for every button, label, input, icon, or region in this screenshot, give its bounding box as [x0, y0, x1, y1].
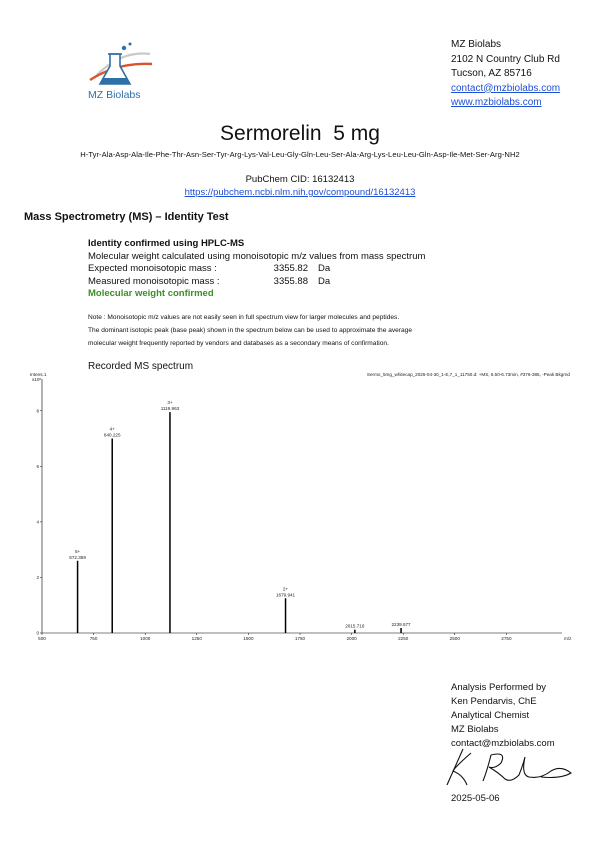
peak-mz-label: 2239.577 — [391, 622, 411, 627]
flask-logo-icon — [80, 40, 160, 90]
note-line: molecular weight frequently reported by vendors and databases as a secondary means of confirmation. — [88, 340, 389, 347]
results-description: Molecular weight calculated using monoisotopic m/z values from mass spectrum — [88, 250, 426, 262]
peptide-sequence: H-Tyr-Ala-Asp-Ala-Ile-Phe-Thr-Asn-Ser-Tyr-Arg-Lys-Val-Leu-Gly-Gln-Leu-Ser-Ala-Arg-Lys-Leu-Leu-Gln-Asp-Ile-Met-Ser-Arg-NH2 — [80, 150, 520, 159]
pubchem-link[interactable]: https://pubchem.ncbi.nlm.nih.gov/compound/16132413 — [184, 187, 416, 198]
x-tick-label: 750 — [89, 636, 98, 641]
expected-label: Expected monoisotopic mass : — [88, 263, 217, 274]
website-link[interactable]: www.mzbiolabs.com — [451, 97, 542, 108]
analyst-line: Ken Pendarvis, ChE — [451, 696, 537, 707]
note-line: The dominant isotopic peak (base peak) shown in the spectrum below can be used to approximate the average — [88, 327, 413, 334]
peak-charge-label: 2+ — [282, 586, 289, 592]
analyst-line: Analytical Chemist — [451, 710, 530, 721]
contact-line: MZ Biolabs — [451, 39, 502, 50]
handwritten-signature — [441, 745, 576, 790]
x-tick-label: 1750 — [294, 636, 306, 641]
spectrum-caption: Recorded MS spectrum — [88, 361, 194, 372]
ms-spectrum-chart — [30, 371, 575, 653]
y-tick-label: 8 — [36, 408, 39, 414]
y-axis-index: 1 — [44, 372, 47, 377]
results-block — [88, 238, 425, 301]
x-tick-label: 2250 — [398, 636, 409, 641]
pubchem-label: PubChem CID: 16132413 — [245, 174, 355, 185]
section-title: Mass Spectrometry (MS) – Identity Test — [24, 211, 229, 223]
peak-charge-label: 3+ — [167, 400, 173, 406]
product-title: Sermorelin 5 mg — [220, 122, 380, 145]
measured-label: Measured monoisotopic mass : — [88, 275, 220, 287]
y-axis-scale: x10⁶ — [32, 377, 42, 382]
analyst-line: MZ Biolabs — [451, 724, 499, 735]
analyst-line: Analysis Performed by — [451, 682, 547, 693]
expected-row — [88, 263, 425, 276]
x-tick-label: 1000 — [140, 636, 151, 641]
measured-value: 3355.88 — [273, 275, 308, 287]
x-tick-label: 1250 — [191, 636, 202, 641]
measured-row — [88, 276, 425, 289]
logo-text: MZ Biolabs — [88, 89, 141, 101]
contact-block — [451, 38, 560, 111]
peak-charge-label: 5+ — [74, 548, 81, 554]
confirmation-status: Molecular weight confirmed — [88, 288, 214, 299]
x-axis-title: m/z — [564, 636, 572, 641]
note-line: Note : Monoisotopic m/z values are not easily seen in full spectrum view for larger molecules and peptides. — [88, 314, 400, 321]
peak-mz-label: 1119.963 — [160, 406, 180, 412]
analyst-block — [451, 681, 555, 751]
note-block — [88, 311, 412, 350]
analyst-line: contact@mzbiolabs.com — [451, 738, 555, 749]
peak-mz-label: 672.369 — [69, 554, 86, 560]
measured-unit: Da — [318, 275, 331, 287]
x-tick-label: 1500 — [243, 636, 254, 641]
chart-title: Sermo_5mg_whitecap_2025-04-30_1-E,7_1_11750.d: +MS, 6.50-6.73min, #376-385, -Peak Bkgrnd — [366, 372, 570, 377]
expected-unit: Da — [318, 263, 331, 274]
y-tick-label: 4 — [36, 519, 39, 525]
email-link[interactable]: contact@mzbiolabs.com — [451, 82, 561, 94]
results-heading: Identity confirmed using HPLC-MS — [88, 238, 245, 249]
expected-value: 3355.82 — [273, 263, 308, 274]
y-tick-label: 0 — [36, 630, 39, 636]
y-tick-label: 6 — [36, 463, 39, 469]
pubchem-block — [0, 173, 600, 199]
peak-mz-label: 840.225 — [103, 432, 121, 438]
x-tick-label: 500 — [38, 636, 46, 641]
peak-mz-label: 2015.716 — [345, 623, 365, 629]
x-tick-label: 2000 — [346, 636, 357, 641]
contact-line: 2102 N Country Club Rd — [451, 53, 560, 65]
y-axis-label: Intens. — [30, 372, 44, 377]
x-tick-label: 2750 — [501, 636, 512, 641]
y-tick-label: 2 — [36, 575, 39, 581]
contact-line: Tucson, AZ 85716 — [451, 68, 532, 79]
peak-mz-label: 1679.941 — [275, 592, 296, 598]
analysis-date: 2025-05-06 — [451, 793, 500, 804]
peak-charge-label: 4+ — [109, 426, 115, 432]
x-tick-label: 2500 — [449, 636, 460, 641]
